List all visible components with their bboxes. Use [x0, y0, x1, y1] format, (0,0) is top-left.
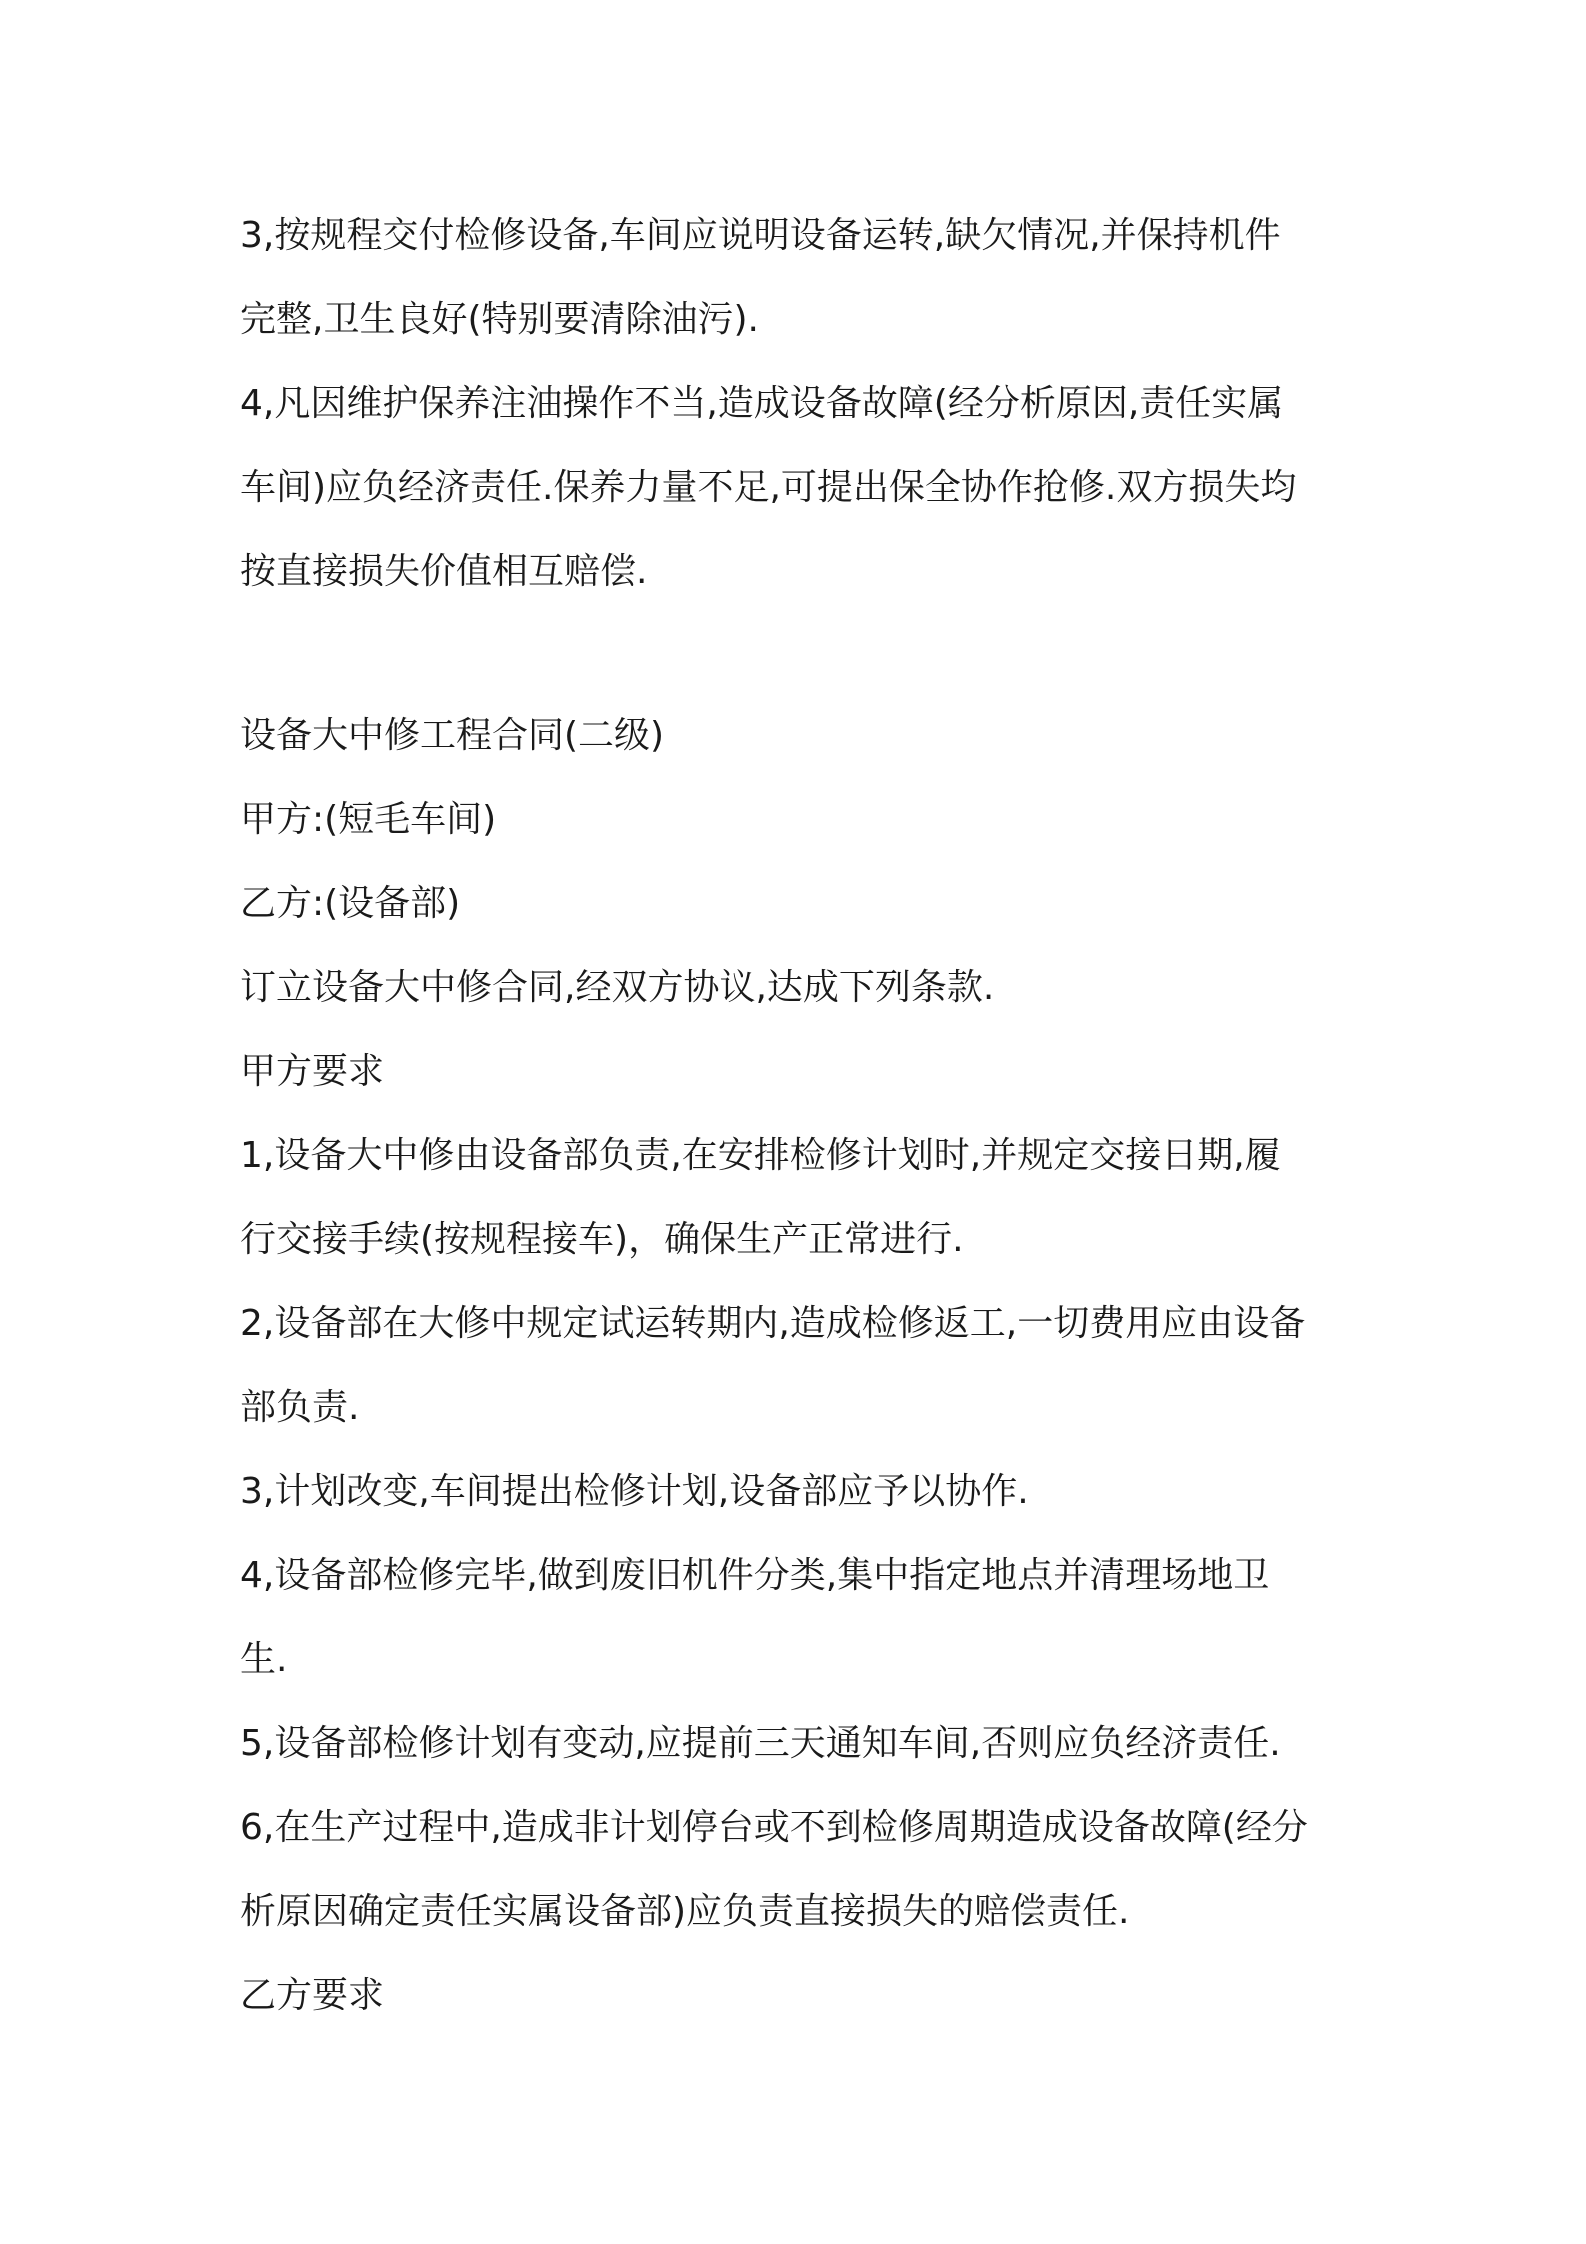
text-line: 1,设备大中修由设备部负责,在安排检修计划时,并规定交接日期,履: [240, 1135, 1281, 1176]
text-line: 4,凡因维护保养注油操作不当,造成设备故障(经分析原因,责任实属: [240, 383, 1284, 424]
text-line: 2,设备部在大修中规定试运转期内,造成检修返工,一切费用应由设备: [240, 1303, 1306, 1344]
text-line: 完整,卫生良好(特别要清除油污).: [240, 299, 759, 340]
party-a: 甲方:(短毛车间): [240, 799, 497, 840]
text-line: 4,设备部检修完毕,做到废旧机件分类,集中指定地点并清理场地卫: [240, 1555, 1270, 1596]
text-line: 生.: [240, 1639, 288, 1680]
text-line: 车间)应负经济责任.保养力量不足,可提出保全协作抢修.双方损失均: [240, 467, 1297, 508]
section-heading: 乙方要求: [240, 1975, 385, 2016]
section-heading: 甲方要求: [240, 1051, 385, 1092]
text-line: 部负责.: [240, 1387, 360, 1428]
text-line: 3,按规程交付检修设备,车间应说明设备运转,缺欠情况,并保持机件: [240, 215, 1281, 256]
party-b: 乙方:(设备部): [240, 883, 461, 924]
text-line: 6,在生产过程中,造成非计划停台或不到检修周期造成设备故障(经分: [240, 1807, 1308, 1848]
text-line: 订立设备大中修合同,经双方协议,达成下列条款.: [240, 967, 995, 1008]
contract-title: 设备大中修工程合同(二级): [240, 715, 665, 756]
section-gap: [240, 614, 1360, 694]
text-line: 按直接损失价值相互赔偿.: [240, 551, 648, 592]
text-line: 行交接手续(按规程接车)，确保生产正常进行.: [240, 1219, 964, 1260]
text-line: 析原因确定责任实属设备部)应负责直接损失的赔偿责任.: [240, 1891, 1130, 1932]
text-line: 5,设备部检修计划有变动,应提前三天通知车间,否则应负经济责任.: [240, 1723, 1281, 1764]
text-line: 3,计划改变,车间提出检修计划,设备部应予以协作.: [240, 1471, 1029, 1512]
document-body: [240, 194, 1360, 2038]
